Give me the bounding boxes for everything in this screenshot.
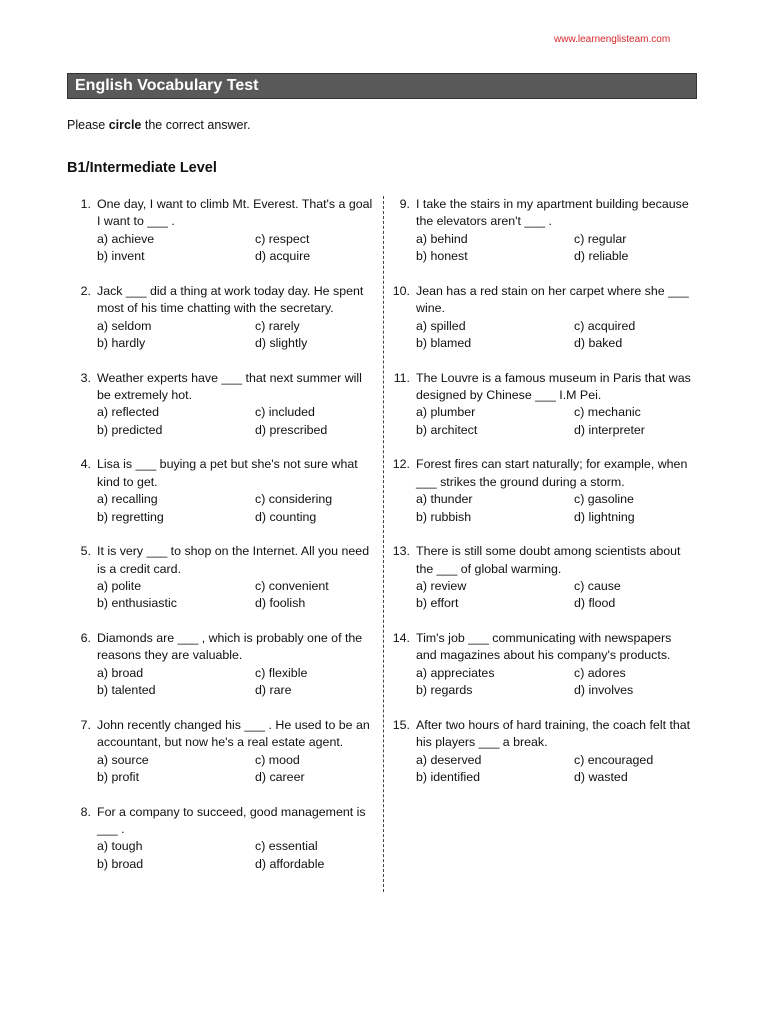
answer-options	[416, 752, 692, 787]
option-d[interactable]: d) lightning	[574, 509, 635, 524]
answer-options	[97, 231, 373, 266]
question-number: 7.	[80, 717, 91, 732]
option-a[interactable]: a) thunder	[416, 492, 473, 507]
option-b[interactable]: b) enthusiastic	[97, 596, 177, 611]
option-b[interactable]: b) blamed	[416, 336, 472, 351]
option-a[interactable]: a) reflected	[97, 405, 159, 420]
answer-options	[416, 231, 692, 266]
option-c[interactable]: c) essential	[255, 839, 318, 854]
option-d[interactable]: d) wasted	[574, 770, 628, 784]
option-c[interactable]: c) acquired	[574, 318, 636, 333]
question-number: 13.	[392, 544, 410, 559]
answer-options	[416, 491, 692, 526]
answer-options	[416, 665, 692, 700]
instruction-text	[67, 118, 250, 132]
question-text: I take the stairs in my apartment building because the elevators aren't ___ .	[416, 197, 689, 229]
option-d[interactable]: d) interpreter	[574, 422, 645, 437]
option-a[interactable]: a) tough	[97, 839, 143, 854]
question-item	[386, 717, 692, 804]
instruction-pre: Please	[67, 118, 109, 132]
option-a[interactable]: a) source	[97, 752, 149, 767]
question-item	[386, 283, 692, 370]
option-d[interactable]: d) rare	[255, 683, 292, 698]
option-b[interactable]: b) honest	[416, 249, 468, 264]
question-number: 1.	[80, 197, 91, 211]
question-number: 6.	[80, 630, 91, 645]
option-d[interactable]: d) prescribed	[255, 422, 328, 437]
instruction-post: the correct answer.	[141, 118, 251, 132]
option-d[interactable]: d) reliable	[574, 249, 629, 264]
option-c[interactable]: c) rarely	[255, 318, 300, 333]
option-b[interactable]: b) profit	[97, 770, 140, 784]
option-b[interactable]: b) regards	[416, 683, 473, 698]
option-a[interactable]: a) polite	[97, 579, 142, 593]
question-text: Lisa is ___ buying a pet but she's not sure what kind to get.	[97, 457, 358, 489]
option-d[interactable]: d) career	[255, 770, 305, 784]
option-b[interactable]: b) identified	[416, 770, 481, 784]
instruction-bold: circle	[108, 118, 142, 132]
question-text: Weather experts have ___ that next summer will be extremely hot.	[97, 370, 362, 402]
answer-options	[416, 318, 692, 353]
option-b[interactable]: b) architect	[416, 422, 478, 437]
question-item	[67, 196, 373, 283]
option-a[interactable]: a) broad	[97, 665, 144, 680]
option-b[interactable]: b) hardly	[97, 336, 146, 351]
question-text: After two hours of hard training, the coach felt that his players ___ a break.	[416, 717, 691, 750]
option-b[interactable]: b) invent	[97, 249, 145, 264]
question-number: 4.	[80, 457, 91, 472]
option-a[interactable]: a) review	[416, 579, 467, 593]
question-column-right	[386, 196, 692, 804]
answer-options	[97, 578, 373, 613]
question-text: For a company to succeed, good management is ___ .	[97, 804, 366, 836]
option-a[interactable]: a) appreciates	[416, 665, 495, 680]
question-text: One day, I want to climb Mt. Everest. That's a goal I want to ___ .	[97, 197, 373, 229]
answer-options	[416, 404, 692, 439]
question-number: 5.	[80, 544, 91, 559]
answer-options	[97, 404, 373, 439]
answer-options	[97, 665, 373, 700]
question-text: Diamonds are ___ , which is probably one of the reasons they are valuable.	[97, 630, 363, 663]
question-item	[386, 630, 692, 717]
question-number: 9.	[399, 197, 410, 211]
question-item	[67, 283, 373, 370]
question-item	[67, 543, 373, 630]
option-c[interactable]: c) flexible	[255, 665, 308, 680]
question-text: John recently changed his ___ . He used to be an accountant, but now he's a real estate agent.	[97, 717, 370, 750]
answer-options	[97, 491, 373, 526]
question-item	[386, 196, 692, 283]
option-b[interactable]: b) broad	[97, 856, 144, 871]
option-c[interactable]: c) adores	[574, 665, 626, 680]
level-heading: B1/Intermediate Level	[67, 160, 217, 176]
page-title: English Vocabulary Test	[75, 77, 259, 94]
option-c[interactable]: c) respect	[255, 231, 310, 246]
option-d[interactable]: d) counting	[255, 509, 317, 524]
option-d[interactable]: d) flood	[574, 596, 616, 611]
option-c[interactable]: c) included	[255, 405, 315, 420]
question-number: 12.	[392, 457, 410, 472]
option-c[interactable]: c) cause	[574, 579, 621, 593]
option-c[interactable]: c) regular	[574, 231, 627, 246]
question-text: There is still some doubt among scientists about the ___ of global warming.	[416, 544, 681, 576]
option-b[interactable]: b) predicted	[97, 422, 163, 437]
site-url-link[interactable]: www.learnenglisteam.com	[554, 34, 671, 45]
question-item	[67, 717, 373, 804]
question-item	[386, 370, 692, 457]
question-item	[386, 456, 692, 543]
option-d[interactable]: d) slightly	[255, 336, 308, 351]
answer-options	[97, 752, 373, 787]
option-c[interactable]: c) gasoline	[574, 492, 634, 507]
question-text: The Louvre is a famous museum in Paris that was designed by Chinese ___ I.M Pei.	[416, 370, 691, 402]
option-b[interactable]: b) rubbish	[416, 509, 472, 524]
answer-options	[97, 838, 373, 873]
option-b[interactable]: b) effort	[416, 596, 459, 611]
option-c[interactable]: c) convenient	[255, 579, 329, 593]
option-d[interactable]: d) acquire	[255, 249, 311, 264]
option-a[interactable]: a) behind	[416, 231, 468, 246]
option-a[interactable]: a) seldom	[97, 318, 152, 333]
question-text: Tim's job ___ communicating with newspapers and magazines about his company's products.	[416, 630, 672, 663]
option-c[interactable]: c) encouraged	[574, 752, 654, 767]
option-c[interactable]: c) mechanic	[574, 405, 641, 420]
question-item	[67, 370, 373, 457]
option-d[interactable]: d) foolish	[255, 596, 306, 611]
option-b[interactable]: b) talented	[97, 683, 156, 698]
option-a[interactable]: a) deserved	[416, 752, 482, 767]
option-d[interactable]: d) involves	[574, 683, 634, 698]
question-number: 15.	[392, 717, 410, 732]
question-item	[67, 804, 373, 891]
question-text: It is very ___ to shop on the Internet. All you need is a credit card.	[97, 544, 370, 576]
question-number: 2.	[80, 283, 91, 298]
question-item	[386, 543, 692, 630]
question-number: 3.	[80, 370, 91, 385]
question-column-left	[67, 196, 373, 890]
option-c[interactable]: c) considering	[255, 492, 333, 507]
column-divider	[383, 196, 384, 892]
question-text: Forest fires can start naturally; for example, when ___ strikes the ground during a storm.	[416, 457, 688, 489]
option-c[interactable]: c) mood	[255, 752, 300, 767]
title-bar	[67, 73, 697, 99]
answer-options	[97, 318, 373, 353]
option-a[interactable]: a) achieve	[97, 231, 155, 246]
question-text: Jack ___ did a thing at work today day. He spent most of his time chatting with the secretary.	[97, 283, 364, 316]
option-a[interactable]: a) recalling	[97, 492, 158, 507]
question-item	[67, 456, 373, 543]
question-number: 10.	[392, 283, 410, 298]
question-number: 11.	[393, 370, 410, 385]
answer-options	[416, 578, 692, 613]
question-item	[67, 630, 373, 717]
option-a[interactable]: a) spilled	[416, 318, 466, 333]
option-a[interactable]: a) plumber	[416, 405, 476, 420]
question-text: Jean has a red stain on her carpet where she ___ wine.	[416, 283, 689, 316]
question-number: 14.	[392, 630, 410, 645]
option-b[interactable]: b) regretting	[97, 509, 164, 524]
question-number: 8.	[80, 804, 91, 819]
option-d[interactable]: d) baked	[574, 336, 623, 351]
option-d[interactable]: d) affordable	[255, 856, 325, 871]
